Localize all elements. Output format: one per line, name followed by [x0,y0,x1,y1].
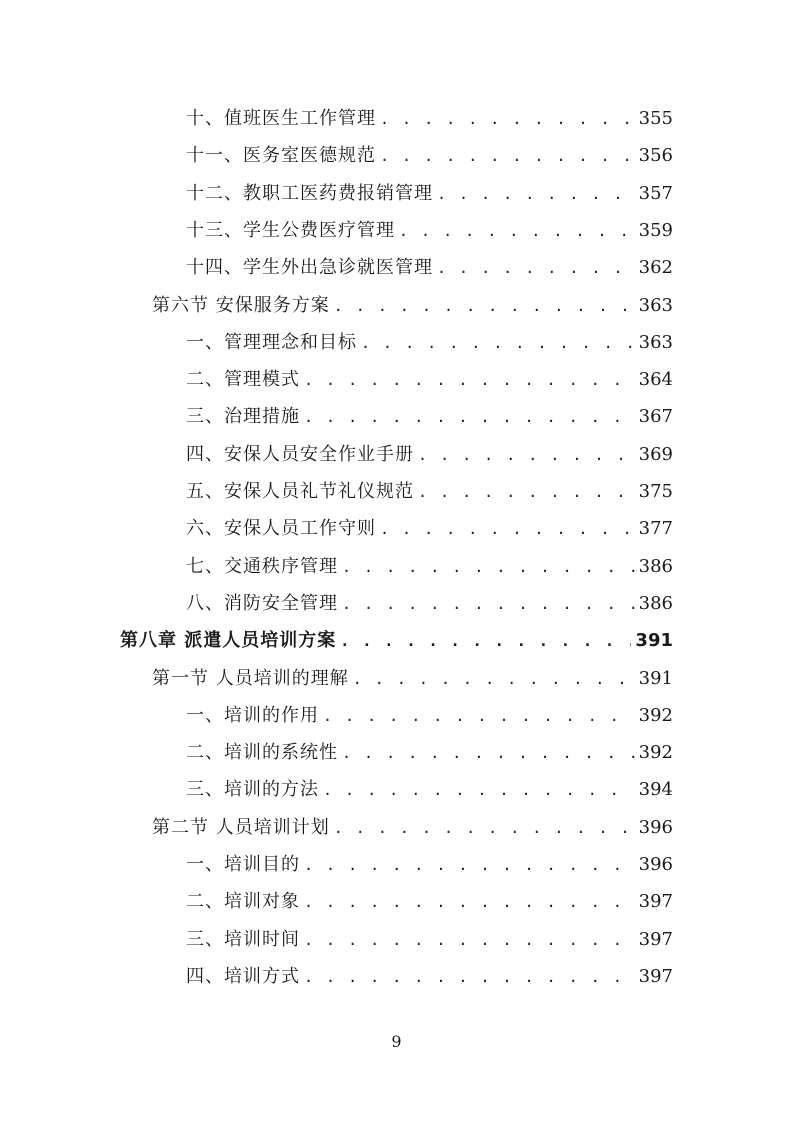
toc-entry-page: 364 [638,369,673,391]
toc-entry-item[interactable] [186,921,673,958]
toc-entry-item[interactable] [186,249,673,286]
toc-entry-title: 第二节 人员培训计划 [152,816,330,838]
dot-leader [418,437,635,474]
toc-entry-title: 一、培训目的 [186,854,300,875]
toc-entry-title: 七、交通秩序管理 [186,555,338,577]
toc-entry-page: 397 [638,928,673,950]
toc-entry-title: 六、安保人员工作守则 [186,518,376,540]
dot-leader [353,661,635,698]
dot-leader [304,847,635,884]
toc-entry-page: 391 [638,667,673,689]
toc-entry-page: 362 [638,257,673,279]
toc-entry-page: 397 [638,965,673,987]
toc-entry-page: 386 [638,592,673,614]
toc-entry-title: 五、安保人员礼节礼仪规范 [186,481,414,502]
toc-entry-item[interactable] [186,137,673,174]
toc-entry-page: 391 [635,630,673,652]
dot-leader [361,325,635,362]
toc-entry-title: 一、管理理念和目标 [186,331,357,353]
dot-leader [304,959,635,996]
toc-entry-page: 396 [638,816,673,838]
toc-entry-item[interactable] [186,324,673,361]
toc-entry-item[interactable] [186,585,673,622]
toc-entry-item[interactable] [186,398,673,435]
toc-entry-page: 386 [638,555,673,577]
toc-entry-title: 一、培训的作用 [186,704,319,726]
toc-entry-item[interactable] [186,510,673,547]
toc-entry-title: 四、培训方式 [186,965,300,987]
toc-entry-page: 363 [638,331,673,353]
dot-leader [437,250,635,287]
toc-entry-title: 八、消防安全管理 [186,592,338,614]
toc-entry-page: 359 [638,219,673,241]
toc-entry-page: 363 [638,294,673,316]
toc-entry-page: 394 [638,779,673,801]
toc-entry-title: 十二、教职工医药费报销管理 [186,182,433,204]
dot-leader [334,288,635,325]
toc-entry-item[interactable] [186,361,673,398]
toc-entry-page: 355 [638,108,673,129]
toc-entry-title: 二、培训对象 [186,891,300,913]
toc-entry-page: 367 [638,406,673,428]
toc-entry-page: 396 [638,854,673,875]
dot-leader [342,586,635,623]
dot-leader [342,549,635,586]
toc-entry-title: 二、管理模式 [186,369,300,391]
toc-entry-item[interactable] [186,697,673,734]
dot-leader [399,213,635,250]
toc-entry-section[interactable] [152,660,673,697]
dot-leader [304,362,635,399]
dot-leader [418,474,635,511]
page-number: 9 [391,1032,402,1051]
toc-entry-chapter[interactable] [120,622,673,659]
toc-entry-section[interactable] [152,809,673,846]
toc-entry-item[interactable] [186,100,673,137]
toc-entry-title: 十三、学生公费医疗管理 [186,219,395,241]
toc-entry-title: 四、安保人员安全作业手册 [186,443,414,465]
dot-leader [323,772,635,809]
toc-entry-title: 十四、学生外出急诊就医管理 [186,257,433,279]
toc-entry-item[interactable] [186,212,673,249]
toc-entry-page: 377 [638,518,673,540]
dot-leader [437,176,635,213]
toc-entry-title: 三、治理措施 [186,406,300,428]
dot-leader [304,399,635,436]
toc-entry-title: 三、培训的方法 [186,779,319,801]
dot-leader [323,698,635,735]
toc-entry-item[interactable] [186,734,673,771]
toc-entry-title: 十一、医务室医德规范 [186,145,376,167]
dot-leader [304,922,635,959]
toc-entry-section[interactable] [152,287,673,324]
toc-entry-title: 十、值班医生工作管理 [186,108,376,129]
toc-entry-page: 369 [638,443,673,465]
toc-entry-title: 第八章 派遣人员培训方案 [120,630,337,652]
toc-entry-title: 第六节 安保服务方案 [152,294,330,316]
toc-entry-page: 397 [638,891,673,913]
dot-leader [380,138,635,175]
toc-entry-item[interactable] [186,436,673,473]
toc-entry-title: 二、培训的系统性 [186,742,338,764]
toc-entry-title: 三、培训时间 [186,928,300,950]
dot-leader [334,810,635,847]
toc-entry-page: 375 [638,481,673,502]
toc-entry-item[interactable] [186,771,673,808]
toc-entry-item[interactable] [186,958,673,995]
toc-entry-page: 356 [638,145,673,167]
toc-entry-item[interactable] [186,883,673,920]
dot-leader [340,623,631,660]
toc-entry-item[interactable] [186,548,673,585]
toc-entry-page: 357 [638,182,673,204]
toc-entry-item[interactable] [186,175,673,212]
dot-leader [342,735,635,772]
toc-entry-title: 第一节 人员培训的理解 [152,667,349,689]
toc-entry-item[interactable] [186,473,673,510]
dot-leader [380,511,635,548]
dot-leader [304,884,635,921]
toc-entry-page: 392 [638,704,673,726]
dot-leader [380,101,635,138]
toc-entry-page: 392 [638,742,673,764]
toc-entry-item[interactable] [186,846,673,883]
